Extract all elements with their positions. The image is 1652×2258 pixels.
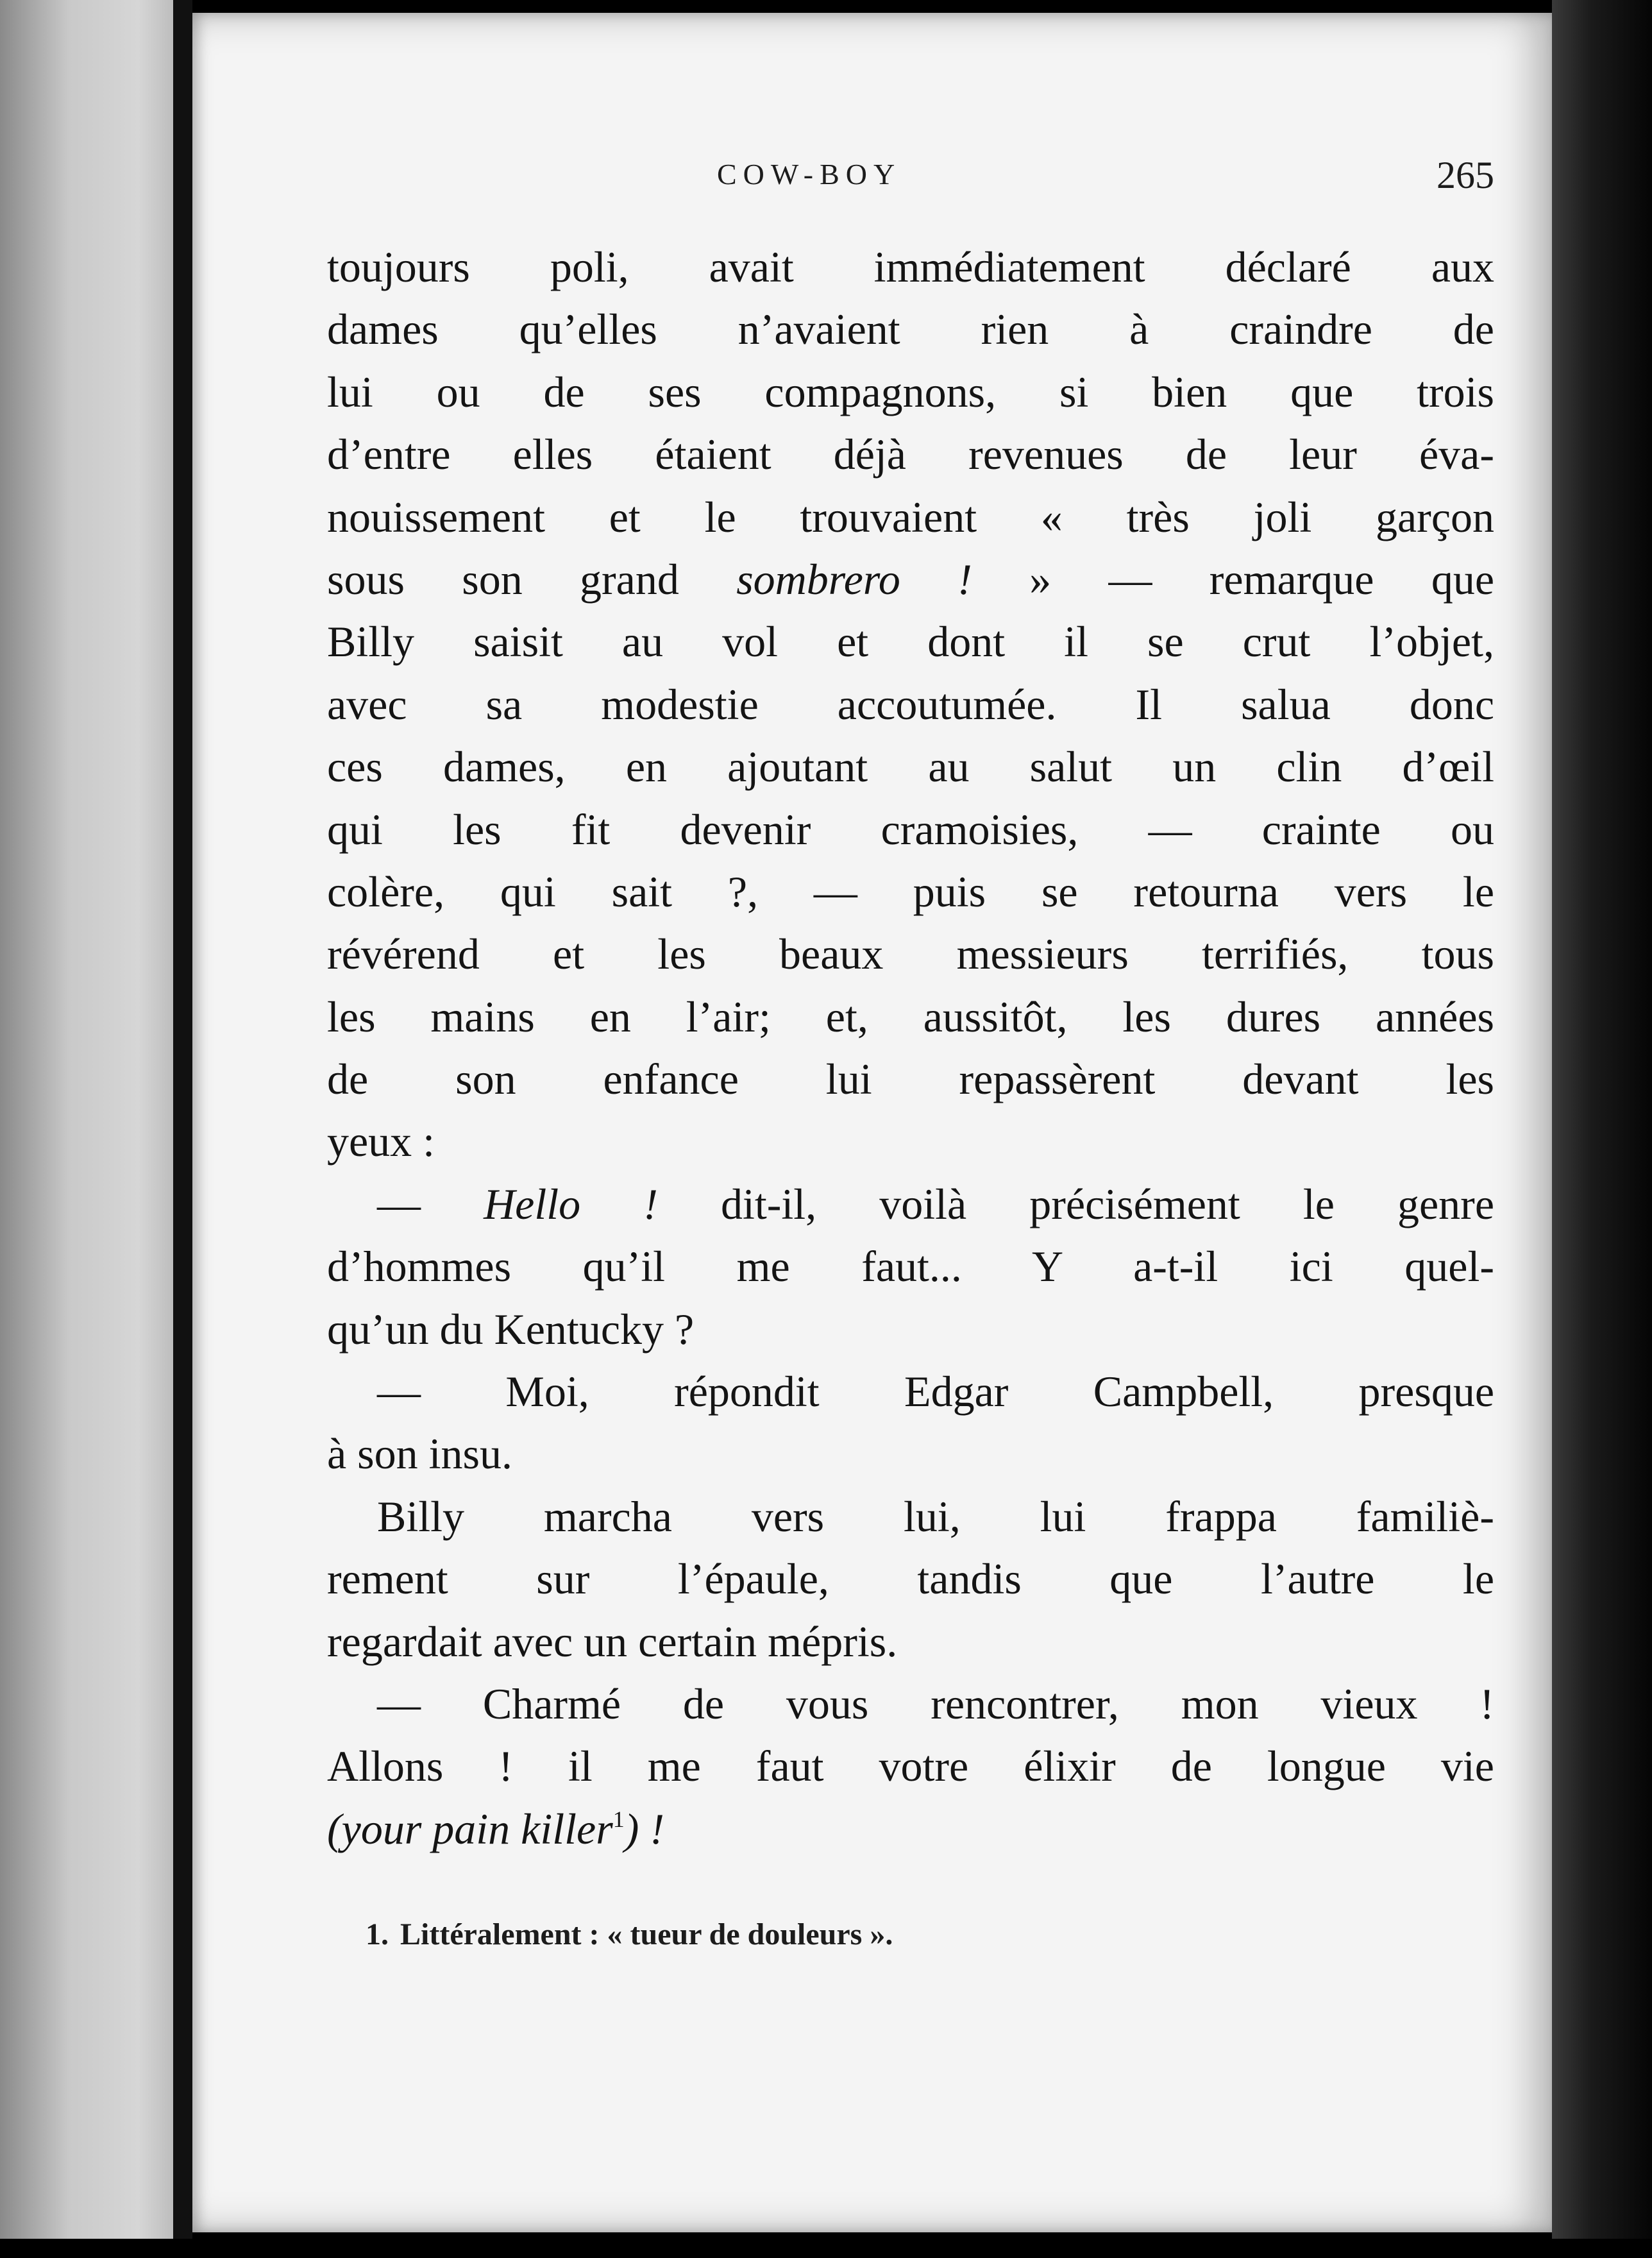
text-run: dit-il, voilà précisément le genre	[657, 1179, 1495, 1228]
text-run: sous son grand	[327, 554, 737, 604]
page-number: 265	[1437, 154, 1494, 196]
book-gutter	[173, 0, 192, 2258]
text-run: —	[377, 1179, 484, 1228]
italic-text: (your pain killer	[327, 1804, 613, 1853]
footnote-number: 1.	[366, 1917, 389, 1951]
footnote-marker: 1	[612, 1806, 625, 1832]
text-line: Billy marcha vers lui, lui frappa familiè-	[377, 1491, 1494, 1541]
scan-border	[0, 2239, 1652, 2258]
text-line: toujours poli, avait immédiatement déclaré aux	[327, 242, 1494, 291]
text-line	[327, 548, 1494, 611]
text-line: ces dames, en ajoutant au salut un clin d’œil	[327, 742, 1494, 792]
italic-text: sombrero !	[736, 554, 972, 604]
italic-text: Hello !	[484, 1179, 658, 1228]
text-line: — Moi, répondit Edgar Campbell, presque	[377, 1367, 1494, 1416]
text-line: rement sur l’épaule, tandis que l’autre le	[327, 1554, 1494, 1604]
text-line: d’entre elles étaient déjà revenues de leur éva-	[327, 430, 1494, 479]
text-line: révérend et les beaux messieurs terrifiés, tous	[327, 930, 1494, 979]
text-run: » — remarque que	[972, 554, 1494, 604]
text-line: — Charmé de vous rencontrer, mon vieux !	[377, 1679, 1494, 1728]
text-line: yeux :	[327, 1117, 435, 1166]
text-line: à son insu.	[327, 1429, 512, 1479]
running-head	[192, 154, 1552, 208]
text-line: d’hommes qu’il me faut... Y a-t-il ici quel-	[327, 1242, 1494, 1291]
page-edge-shadow	[1552, 0, 1652, 2258]
text-line: regardait avec un certain mépris.	[327, 1617, 898, 1666]
text-line: avec sa modestie accoutumée. Il salua donc	[327, 679, 1494, 729]
text-line: dames qu’elles n’avaient rien à craindre de	[327, 305, 1494, 354]
book-page	[192, 13, 1552, 2232]
text-line: Billy saisit au vol et dont il se crut l’objet,	[327, 617, 1494, 666]
running-title: COW-BOY	[717, 158, 902, 191]
text-line: colère, qui sait ?, — puis se retourna vers le	[327, 867, 1494, 916]
text-line: lui ou de ses compagnons, si bien que trois	[327, 367, 1494, 416]
footnote-text: Littéralement : « tueur de douleurs ».	[400, 1917, 893, 1951]
text-line: les mains en l’air; et, aussitôt, les dures années	[327, 992, 1494, 1041]
italic-text: ) !	[624, 1804, 664, 1853]
text-line: nouissement et le trouvaient « très joli garçon	[327, 492, 1494, 541]
facing-page-edge	[0, 0, 173, 2258]
footnote	[366, 1917, 1456, 1952]
text-line	[327, 1173, 1494, 1235]
text-line: de son enfance lui repassèrent devant les	[327, 1055, 1494, 1104]
text-line: qu’un du Kentucky ?	[327, 1304, 695, 1354]
text-line: Allons ! il me faut votre élixir de longue vie	[327, 1742, 1494, 1791]
text-line	[327, 1798, 1494, 1860]
text-line: qui les fit devenir cramoisies, — crainte ou	[327, 804, 1494, 854]
body-text	[327, 236, 1494, 1860]
